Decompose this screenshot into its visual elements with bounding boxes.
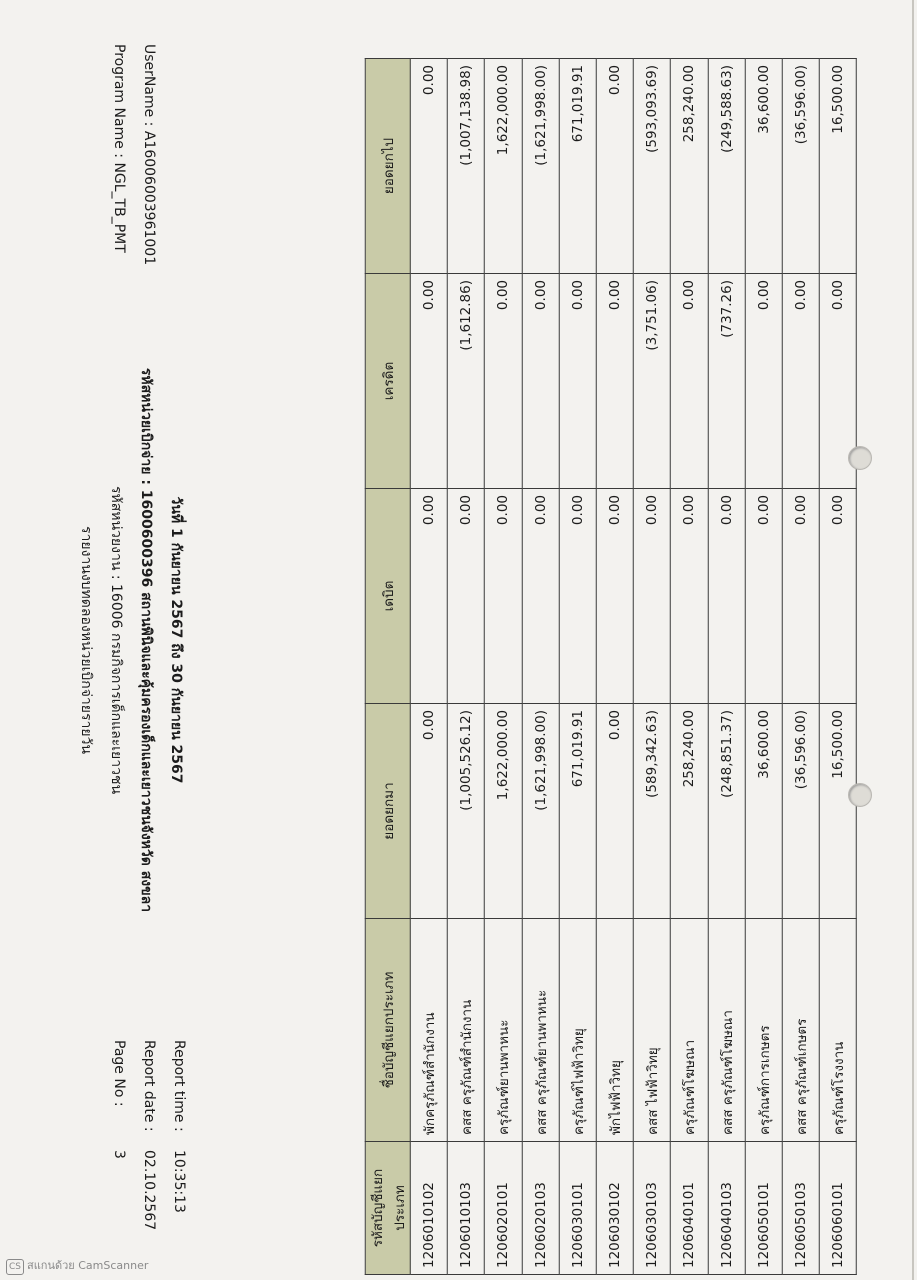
- table-row: [708, 59, 745, 1275]
- table-cell: 0.00: [410, 489, 447, 704]
- table-cell: 0.00: [559, 274, 596, 489]
- table-cell: คสส ครุภัณฑ์ยานพาหนะ: [522, 919, 559, 1142]
- table-cell: 0.00: [633, 489, 670, 704]
- table-cell: 1206050101: [745, 1142, 782, 1275]
- table-cell: (3,751.06): [633, 274, 670, 489]
- column-header: ยอดยกมา: [365, 704, 410, 919]
- table-cell: 0.00: [745, 489, 782, 704]
- punch-hole-bottom: [848, 783, 872, 807]
- table-cell: 0.00: [522, 274, 559, 489]
- table-row: [671, 59, 708, 1275]
- table-cell: (1,612.86): [447, 274, 484, 489]
- table-cell: คสส ไฟฟ้าวิทยุ: [633, 919, 670, 1142]
- table-cell: 0.00: [596, 704, 633, 919]
- table-cell: 1206030103: [633, 1142, 670, 1275]
- table-cell: (249,588.63): [708, 59, 745, 274]
- report-time-value: 10:35:13: [171, 1150, 187, 1213]
- table-cell: คสส ครุภัณฑ์เกษตร: [782, 919, 819, 1142]
- table-cell: 1206040103: [708, 1142, 745, 1275]
- table-cell: 0.00: [708, 489, 745, 704]
- report-time-label: Report time :: [171, 1040, 187, 1132]
- table-cell: 0.00: [410, 704, 447, 919]
- table-row: [745, 59, 782, 1275]
- table-cell: 0.00: [745, 274, 782, 489]
- table-row: [410, 59, 447, 1275]
- unit-code: รหัสหน่วยงาน : 16006 กรมกิจการเด็กและเยาวชน: [108, 485, 124, 795]
- table-cell: (248,851.37): [708, 704, 745, 919]
- table-cell: 258,240.00: [671, 704, 708, 919]
- table-cell: 36,600.00: [745, 704, 782, 919]
- table-cell: ครุภัณฑ์โฆษณา: [671, 919, 708, 1142]
- table-cell: 0.00: [410, 274, 447, 489]
- camscanner-logo-icon: CS: [6, 1259, 24, 1275]
- table-cell: 1206050103: [782, 1142, 819, 1275]
- page-no-value: 3: [111, 1150, 127, 1159]
- table-cell: 0.00: [485, 489, 522, 704]
- column-header: รหัสบัญชีแยกประเภท: [365, 1142, 410, 1275]
- table-cell: ครุภัณฑ์ยานพาหนะ: [485, 919, 522, 1142]
- table-cell: 1206060101: [819, 1142, 856, 1275]
- column-header: ยอดยกไป: [365, 59, 410, 274]
- table-cell: 1206030101: [559, 1142, 596, 1275]
- table-cell: 1206020101: [485, 1142, 522, 1275]
- table-cell: 0.00: [671, 489, 708, 704]
- table-cell: ครุภัณฑ์ไฟฟ้าวิทยุ: [559, 919, 596, 1142]
- table-cell: 36,600.00: [745, 59, 782, 274]
- table-cell: (1,005,526.12): [447, 704, 484, 919]
- table-cell: 671,019.91: [559, 704, 596, 919]
- punch-hole-top: [848, 446, 872, 470]
- column-header: ชื่อบัญชีแยกประเภท: [365, 919, 410, 1142]
- table-cell: 0.00: [596, 489, 633, 704]
- page-no-label: Page No :: [111, 1040, 127, 1107]
- table-row: [447, 59, 484, 1275]
- camscanner-watermark: [6, 1256, 148, 1275]
- table-row: [633, 59, 670, 1275]
- report-title: รายงานงบทดลองหน่วยเบิกจ่ายรายวัน: [78, 525, 94, 754]
- program-name: Program Name : NGL_TB_PMT: [111, 44, 127, 253]
- table-cell: 1206040101: [671, 1142, 708, 1275]
- division-code: รหัสหน่วยเบิกจ่าย : 1600600396 สถานพินิจและคุ้มครองเด็กและเยาวชนจังหวัด สงขลา: [138, 367, 154, 913]
- table-cell: 0.00: [782, 489, 819, 704]
- table-cell: 0.00: [671, 274, 708, 489]
- user-name: UserName : A16006003961001: [141, 44, 157, 266]
- table-cell: 0.00: [447, 489, 484, 704]
- table-cell: (1,007,138.98): [447, 59, 484, 274]
- table-cell: 16,500.00: [819, 59, 856, 274]
- report-date-label: Report date :: [141, 1040, 157, 1132]
- table-cell: คสส ครุภัณฑ์โฆษณา: [708, 919, 745, 1142]
- table-row: [522, 59, 559, 1275]
- table-cell: 1206010102: [410, 1142, 447, 1275]
- table-cell: 258,240.00: [671, 59, 708, 274]
- table-row: [596, 59, 633, 1275]
- table-cell: (593,093.69): [633, 59, 670, 274]
- table-cell: 0.00: [485, 274, 522, 489]
- table-cell: (1,621,998.00): [522, 704, 559, 919]
- table-cell: 16,500.00: [819, 704, 856, 919]
- table-cell: (36,596.00): [782, 59, 819, 274]
- table-row: [485, 59, 522, 1275]
- table-cell: พักครุภัณฑ์สำนักงาน: [410, 919, 447, 1142]
- table-cell: 0.00: [596, 274, 633, 489]
- trial-balance-table: [365, 58, 857, 1275]
- table-cell: 671,019.91: [559, 59, 596, 274]
- table-cell: 1,622,000.00: [485, 59, 522, 274]
- table-cell: 0.00: [410, 59, 447, 274]
- table-cell: (1,621,998.00): [522, 59, 559, 274]
- table-cell: 1206010103: [447, 1142, 484, 1275]
- table-cell: พักไฟฟ้าวิทยุ: [596, 919, 633, 1142]
- table-cell: 1206030102: [596, 1142, 633, 1275]
- table-cell: ครุภัณฑ์โรงงาน: [819, 919, 856, 1142]
- table-cell: (737.26): [708, 274, 745, 489]
- report-period: วันที่ 1 กันยายน 2567 ถึง 30 กันยายน 2567: [168, 496, 184, 784]
- watermark-text: สแกนด้วย CamScanner: [27, 1259, 149, 1272]
- table-cell: 0.00: [559, 489, 596, 704]
- table-cell: (589,342.63): [633, 704, 670, 919]
- table-row: [559, 59, 596, 1275]
- table-header-row: [365, 59, 410, 1275]
- table-cell: 1206020103: [522, 1142, 559, 1275]
- column-header: เดบิต: [365, 489, 410, 704]
- table-cell: ครุภัณฑ์การเกษตร: [745, 919, 782, 1142]
- table-cell: 1,622,000.00: [485, 704, 522, 919]
- table-cell: 0.00: [819, 274, 856, 489]
- table-cell: 0.00: [522, 489, 559, 704]
- table-cell: คสส ครุภัณฑ์สำนักงาน: [447, 919, 484, 1142]
- table-cell: (36,596.00): [782, 704, 819, 919]
- report-date-value: 02.10.2567: [141, 1150, 157, 1231]
- table-cell: 0.00: [782, 274, 819, 489]
- table-cell: 0.00: [819, 489, 856, 704]
- table-row: [782, 59, 819, 1275]
- column-header: เครดิต: [365, 274, 410, 489]
- table-cell: 0.00: [596, 59, 633, 274]
- table-row: [819, 59, 856, 1275]
